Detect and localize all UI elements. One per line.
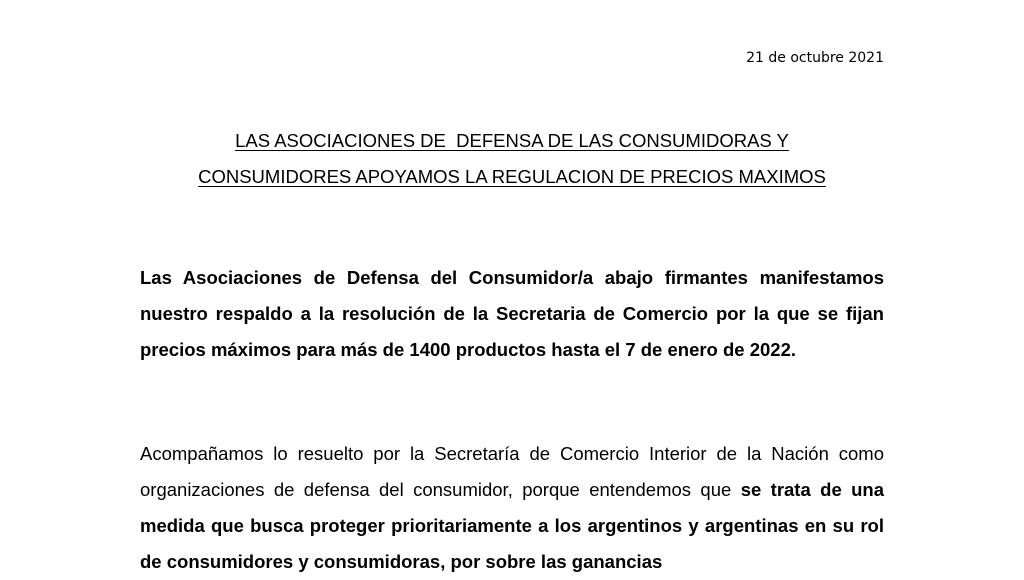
- paragraph-2-text: Acompañamos lo resuelto por la Secretaría de Comercio Interior de la Nación como organizaciones de defensa del consumidor, porque entendemos que: [140, 443, 884, 500]
- document-date: 21 de octubre 2021: [746, 50, 884, 66]
- title-line-1: LAS ASOCIACIONES DE DEFENSA DE LAS CONSUMIDORAS Y: [235, 130, 789, 151]
- paragraph-2: [140, 436, 884, 580]
- document-title: [140, 123, 884, 195]
- paragraph-2-emphasis: se trata de una medida que busca proteger prioritariamente a los argentinos y argentinas en su rol de consumidores y consumidoras, por sobre las ganancias: [140, 479, 885, 572]
- title-line-2: CONSUMIDORES APOYAMOS LA REGULACION DE PRECIOS MAXIMOS: [198, 166, 826, 187]
- paragraph-1: Las Asociaciones de Defensa del Consumidor/a abajo firmantes manifestamos nuestro respaldo a la resolución de la Secretaria de Comercio por la que se fijan precios máximos para más de 1400 productos hasta el 7 de enero de 2022.: [140, 267, 884, 360]
